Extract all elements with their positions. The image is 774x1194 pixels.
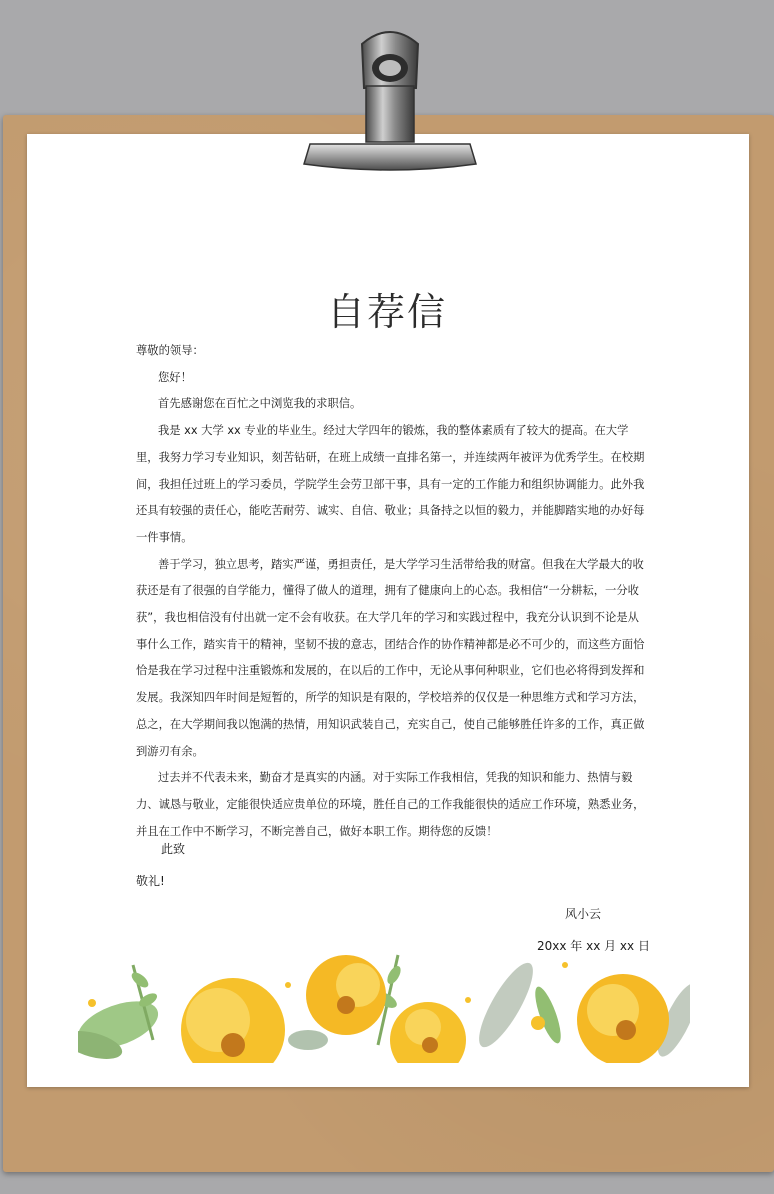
paragraph-4: 过去并不代表未来，勤奋才是真实的内涵。对于实际工作我相信，凭我的知识和能力、热情与毅力、诚恳与敬业，定能很快适应贵单位的环境，胜任自己的工作我能很快的适应工作环境，熟悉业务，并且在工作中不断学习，不断完善自己，做好本职工作。期待您的反馈！	[136, 771, 645, 838]
letter-body	[136, 338, 646, 845]
letter-title: 自荐信	[326, 290, 447, 334]
signature: 风小云	[565, 907, 602, 921]
closing-cizhi: 此致	[161, 842, 186, 856]
paragraph-2: 我是 xx 大学 xx 专业的毕业生。经过大学四年的锻炼，我的整体素质有了较大的提高。在大学里，我努力学习专业知识，刻苦钻研，在班上成绩一直排名第一，并连续两年被评为优秀学生。在校期间，我担任过班上的学习委员，学院学生会劳卫部干事，具有一定的工作能力和组织协调能力。此外我还具有较强的责任心，能吃苦耐劳、诚实、自信、敬业；具备持之以恒的毅力，并能脚踏实地的办好每一件事情。	[136, 424, 645, 544]
closing-jingli: 敬礼!	[136, 874, 165, 888]
greeting: 您好！	[158, 370, 192, 384]
binder-clip-icon	[300, 26, 480, 178]
paragraph-1: 首先感谢您在百忙之中浏览我的求职信。	[158, 397, 362, 411]
letter-date: 20xx 年 xx 月 xx 日	[537, 939, 650, 953]
salutation: 尊敬的领导：	[136, 344, 204, 357]
paragraph-3: 善于学习，独立思考，踏实严谨，勇担责任，是大学学习生活带给我的财富。但我在大学最大的收获还是有了很强的自学能力，懂得了做人的道理，拥有了健康向上的心态。我相信“一分耕耘，一分收获”，我也相信没有付出就一定不会有收获。在大学几年的学习和实践过程中，我充分认识到不论是从事什么工作，踏实肯干的精神，坚韧不拔的意志，团结合作的协作精神都是必不可少的，而这些方面恰恰是我在学习过程中注重锻炼和发展的，在以后的工作中，无论从事何种职业，它们也必将得到发挥和发展。我深知四年时间是短暂的，所学的知识是有限的，学校培养的仅仅是一种思维方式和学习方法，总之，在大学期间我以饱满的热情，用知识武装自己，充实自己，使自己能够胜任许多的工作，真正做到游刃有余。	[136, 557, 645, 758]
floral-decoration-icon	[78, 945, 690, 1063]
